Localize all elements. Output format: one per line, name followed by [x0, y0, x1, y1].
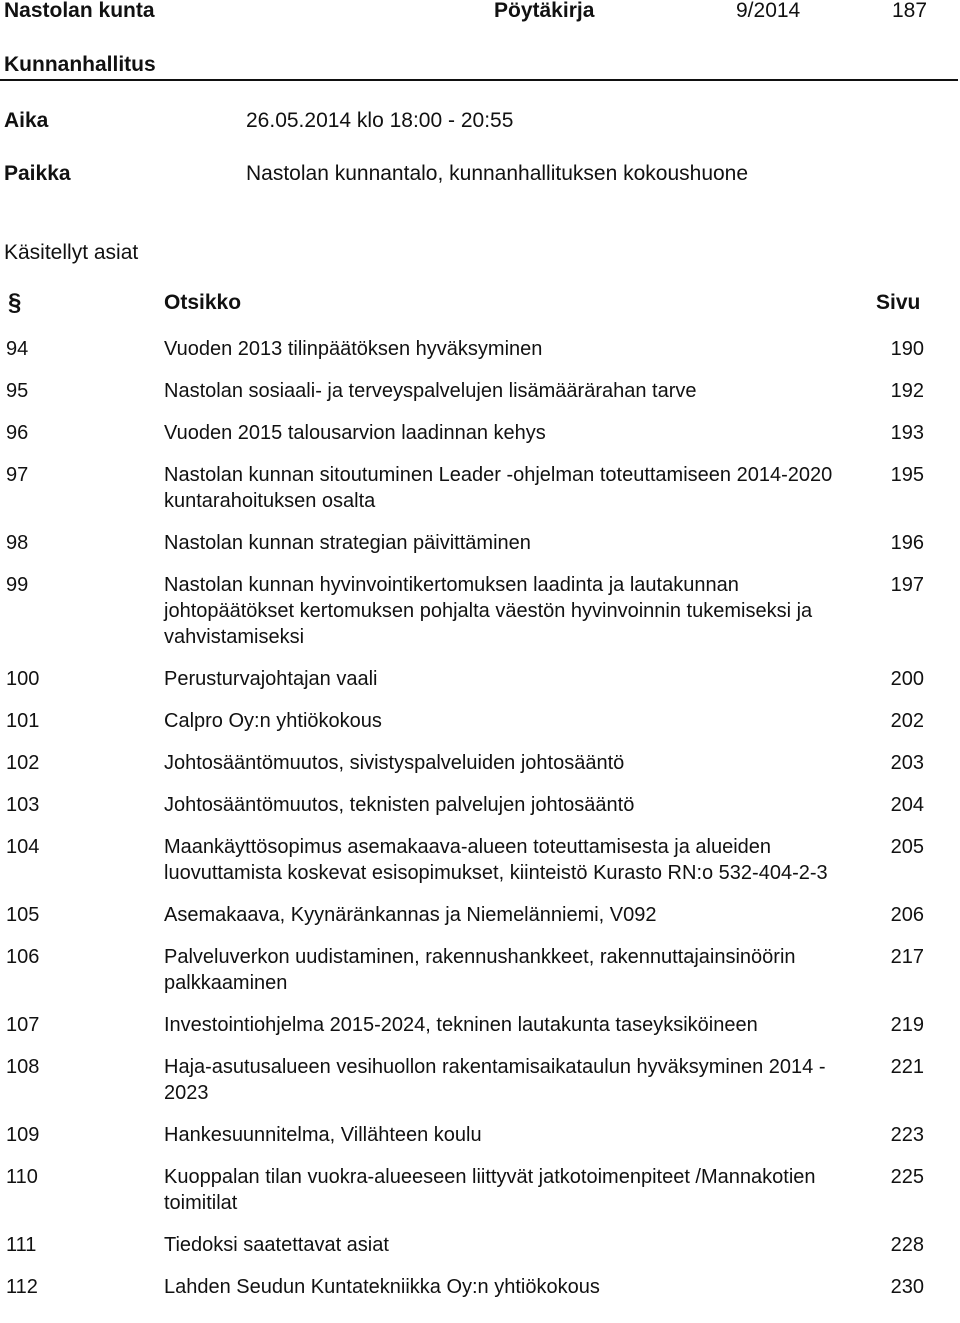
agenda-item-page: 217	[890, 946, 924, 968]
agenda-item	[0, 378, 960, 404]
agenda-item-number: 99	[6, 574, 29, 596]
agenda-item-page: 200	[890, 668, 924, 690]
agenda-item	[0, 834, 960, 886]
title-column-header: Otsikko	[164, 291, 242, 314]
agenda-item-page: 203	[890, 752, 924, 774]
agenda-item	[0, 1164, 960, 1216]
agenda-item-title: Tiedoksi saatettavat asiat	[164, 1234, 389, 1256]
agenda-item-page: 228	[890, 1234, 924, 1256]
page-number: 187	[892, 0, 928, 22]
agenda-item	[0, 530, 960, 556]
agenda-item-number: 96	[6, 422, 29, 444]
agenda-item-page: 190	[890, 338, 924, 360]
agenda-item	[0, 902, 960, 928]
page-column-header: Sivu	[876, 291, 921, 314]
time-label: Aika	[4, 109, 49, 132]
agenda-item-page: 197	[890, 574, 924, 596]
agenda-item-number: 103	[6, 794, 40, 816]
agenda-item	[0, 1274, 960, 1300]
agenda-item-page: 192	[890, 380, 924, 402]
agenda-item-number: 106	[6, 946, 40, 968]
agenda-item-number: 107	[6, 1014, 40, 1036]
agenda-item-page: 204	[890, 794, 924, 816]
agenda-item	[0, 708, 960, 734]
agenda-item-title: Maankäyttösopimus asemakaava-alueen toteuttamisesta ja alueiden luovuttamista koskevat esisopimukset, kiinteistö Kurasto RN:o 532-404-2-3	[164, 836, 828, 884]
time-value: 26.05.2014 klo 18:00 - 20:55	[246, 109, 514, 132]
document-number: 9/2014	[736, 0, 801, 22]
agenda-item-number: 98	[6, 532, 29, 554]
agenda-item-page: 225	[890, 1166, 924, 1188]
document-type: Pöytäkirja	[494, 0, 595, 22]
agenda-item-page: 193	[890, 422, 924, 444]
agenda-item-title: Vuoden 2013 tilinpäätöksen hyväksyminen	[164, 338, 543, 360]
agenda-item-number: 102	[6, 752, 40, 774]
agenda-item-title: Calpro Oy:n yhtiökokous	[164, 710, 382, 732]
agenda-list	[0, 336, 960, 1316]
agenda-item-number: 94	[6, 338, 29, 360]
board-name: Kunnanhallitus	[4, 53, 156, 76]
section-title: Käsitellyt asiat	[4, 241, 139, 264]
agenda-item	[0, 1122, 960, 1148]
agenda-item-number: 97	[6, 464, 29, 486]
agenda-item-page: 219	[890, 1014, 924, 1036]
agenda-item	[0, 336, 960, 362]
agenda-item	[0, 572, 960, 650]
agenda-item-title: Nastolan kunnan strategian päivittäminen	[164, 532, 531, 554]
agenda-item-page: 205	[890, 836, 924, 858]
agenda-item-page: 223	[890, 1124, 924, 1146]
agenda-item	[0, 1012, 960, 1038]
agenda-item-title: Nastolan kunnan sitoutuminen Leader -ohjelman toteuttamiseen 2014-2020 kuntarahoituksen osalta	[164, 464, 833, 512]
agenda-item	[0, 1054, 960, 1106]
agenda-item-title: Johtosääntömuutos, sivistyspalveluiden johtosääntö	[164, 752, 625, 774]
agenda-item-title: Kuoppalan tilan vuokra-alueeseen liittyvät jatkotoimenpiteet /Mannakotien toimitilat	[164, 1166, 816, 1214]
agenda-item-page: 202	[890, 710, 924, 732]
agenda-item-page: 195	[890, 464, 924, 486]
header-divider	[0, 79, 958, 81]
agenda-item-title: Vuoden 2015 talousarvion laadinnan kehys	[164, 422, 546, 444]
agenda-item-number: 101	[6, 710, 40, 732]
agenda-item-title: Lahden Seudun Kuntatekniikka Oy:n yhtiökokous	[164, 1276, 600, 1298]
agenda-item-number: 111	[6, 1234, 37, 1256]
agenda-item	[0, 792, 960, 818]
agenda-item	[0, 1232, 960, 1258]
agenda-item-number: 95	[6, 380, 29, 402]
agenda-item-number: 109	[6, 1124, 40, 1146]
place-value: Nastolan kunnantalo, kunnanhallituksen kokoushuone	[246, 162, 749, 185]
agenda-item-title: Perusturvajohtajan vaali	[164, 668, 378, 690]
agenda-item-number: 108	[6, 1056, 40, 1078]
agenda-item-page: 206	[890, 904, 924, 926]
agenda-item-title: Johtosääntömuutos, teknisten palvelujen johtosääntö	[164, 794, 635, 816]
agenda-item	[0, 750, 960, 776]
agenda-item-number: 105	[6, 904, 40, 926]
agenda-item-page: 196	[890, 532, 924, 554]
agenda-item-number: 112	[6, 1276, 38, 1298]
agenda-item	[0, 944, 960, 996]
agenda-item-title: Palveluverkon uudistaminen, rakennushankkeet, rakennuttajainsinöörin palkkaaminen	[164, 946, 796, 994]
agenda-item-number: 110	[6, 1166, 38, 1188]
agenda-item-title: Nastolan sosiaali- ja terveyspalvelujen lisämäärärahan tarve	[164, 380, 697, 402]
agenda-item-title: Investointiohjelma 2015-2024, tekninen lautakunta taseyksiköineen	[164, 1014, 758, 1036]
agenda-item-number: 100	[6, 668, 40, 690]
agenda-item-page: 230	[890, 1276, 924, 1298]
agenda-item-title: Asemakaava, Kyynäränkannas ja Niemelänniemi, V092	[164, 904, 657, 926]
agenda-item-number: 104	[6, 836, 40, 858]
agenda-item	[0, 462, 960, 514]
paragraph-column-header: §	[8, 289, 22, 316]
document-header	[0, 0, 960, 24]
agenda-item	[0, 666, 960, 692]
agenda-item-page: 221	[890, 1056, 924, 1078]
place-label: Paikka	[4, 162, 71, 185]
municipality-name: Nastolan kunta	[4, 0, 155, 22]
agenda-item-title: Nastolan kunnan hyvinvointikertomuksen laadinta ja lautakunnan johtopäätökset kertomuksen pohjalta väestön hyvinvoinnin tukemiseksi ja vahvistamiseksi	[164, 574, 813, 648]
agenda-item-title: Hankesuunnitelma, Villähteen koulu	[164, 1124, 482, 1146]
agenda-item-title: Haja-asutusalueen vesihuollon rakentamisaikataulun hyväksyminen 2014 - 2023	[164, 1056, 826, 1104]
agenda-item	[0, 420, 960, 446]
